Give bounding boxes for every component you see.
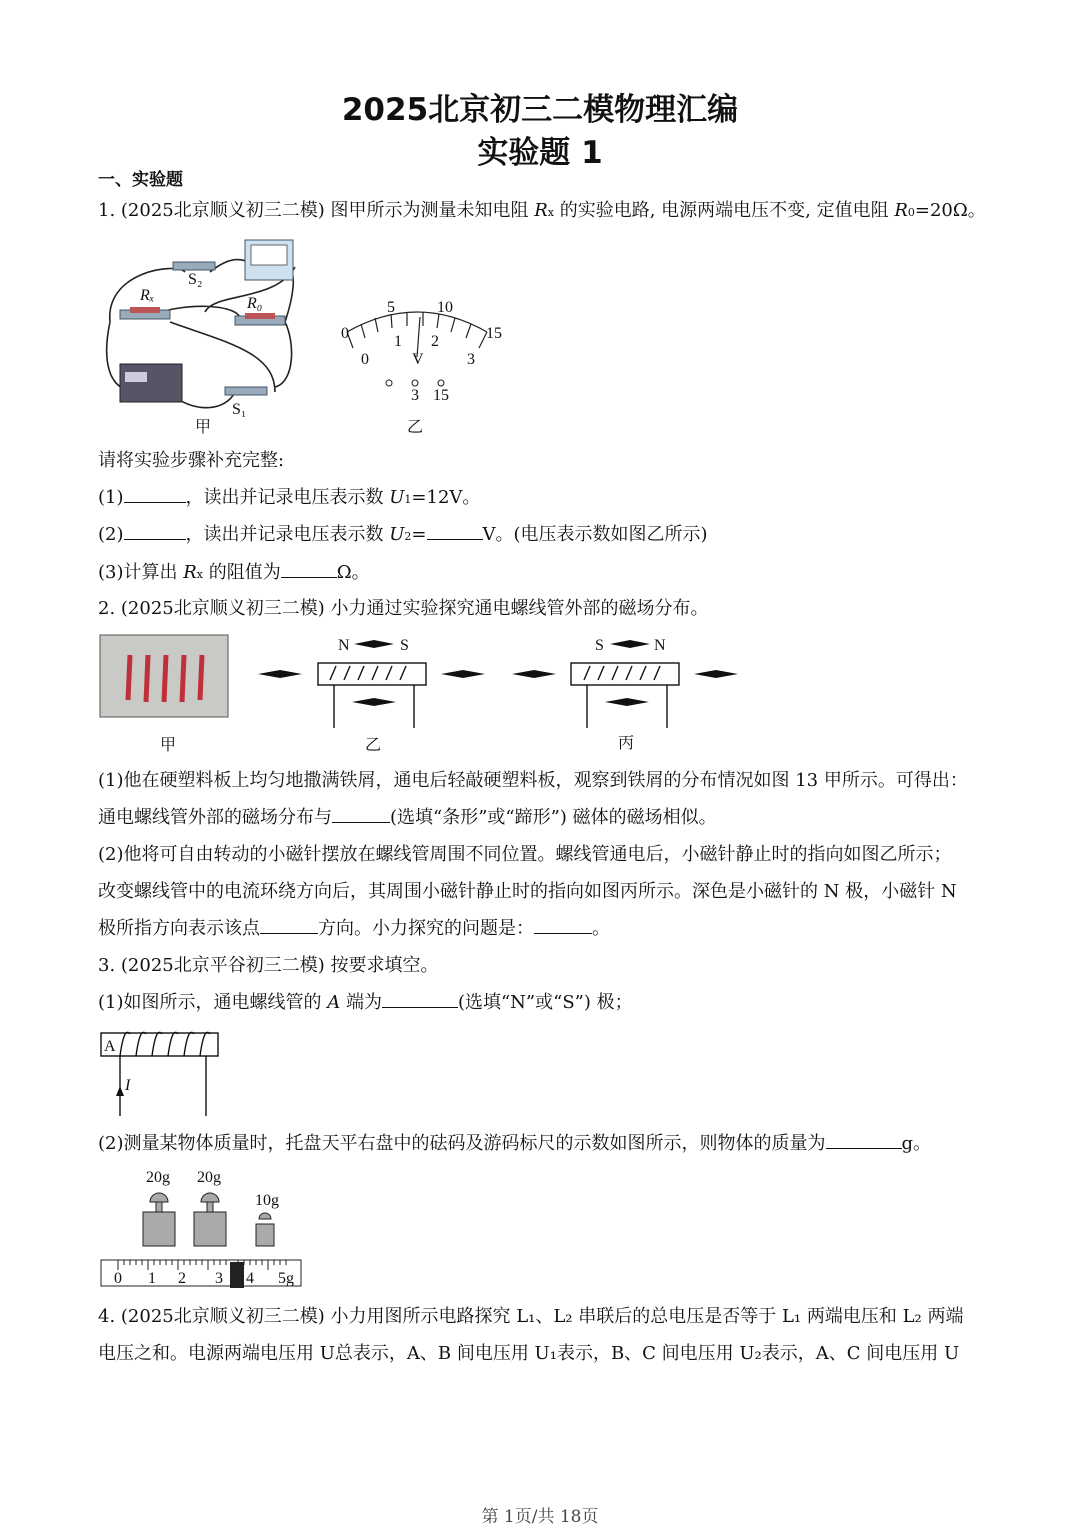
q2-p2-line1: (2)他将可自由转动的小磁针摆放在螺线管周围不同位置。螺线管通电后，小磁针静止时的指向如图乙所示；: [98, 844, 952, 865]
q3-stem: 3. (2025北京平谷初三二模) 按要求填空。: [98, 955, 439, 976]
tick-bottom-2: 2: [431, 333, 439, 350]
tick-top-15: 15: [486, 325, 502, 342]
tick-top-5: 5: [387, 299, 395, 316]
label-s1: S₁: [232, 401, 247, 418]
q1-step2: (2) ，读出并记录电压表示数 U2= V。(电压表示数如图乙所示): [98, 524, 708, 545]
doc-title: 2025北京初三二模物理汇编: [341, 92, 739, 128]
terminal-15: 15: [433, 387, 449, 404]
q3-p1: (1)如图所示，通电螺线管的 A 端为 (选填“N”或“S”) 极；: [98, 992, 633, 1013]
label-yi: 乙: [407, 419, 424, 436]
q1-stem: 1. (2025北京顺义初三二模) 图甲所示为测量未知电阻 Rx 的实验电路, 电源两端电压不变, 定值电阻 R0=20Ω。: [98, 200, 986, 221]
label-rx: Rₓ: [140, 287, 155, 304]
label-bing: 丙: [618, 735, 635, 752]
label-bing-n: N: [654, 637, 666, 654]
label-r0: R₀: [247, 295, 263, 312]
label-s2: S₂: [188, 271, 203, 288]
weight-label-1: 20g: [146, 1169, 170, 1186]
q3-solenoid-figure: [98, 1028, 228, 1123]
scale-0: 0: [114, 1270, 122, 1287]
q1-prompt: 请将实验步骤补充完整:: [98, 450, 285, 471]
voltmeter-v: V: [412, 351, 424, 368]
weight-label-3: 10g: [255, 1192, 279, 1209]
tick-top-0: 0: [341, 325, 349, 342]
q2-stem: 2. (2025北京顺义初三二模) 小力通过实验探究通电螺线管外部的磁场分布。: [98, 598, 709, 619]
scale-2: 2: [178, 1270, 186, 1287]
q1-step1: (1) ，读出并记录电压表示数 U1=12V。: [98, 487, 481, 508]
label-yi-n: N: [338, 637, 350, 654]
tick-top-10: 10: [437, 299, 453, 316]
label-bing-s: S: [595, 637, 604, 654]
q2-p1-line1: (1)他在硬塑料板上均匀地撒满铁屑，通电后轻敲硬塑料板，观察到铁屑的分布情况如图 13 甲所示。可得出：: [98, 770, 968, 791]
scale-5g: 5g: [278, 1270, 294, 1287]
tick-bottom-1: 1: [394, 333, 402, 350]
tick-bottom-3: 3: [467, 351, 475, 368]
q2-p2-line3: 极所指方向表示该点 方向。小力探究的问题是： 。: [98, 918, 610, 939]
q3-balance-figure: [98, 1162, 310, 1292]
q1-figure: [95, 232, 515, 442]
scale-3: 3: [215, 1270, 223, 1287]
weight-label-2: 20g: [197, 1169, 221, 1186]
q4-line1: 4. (2025北京顺义初三二模) 小力用图所示电路探究 L₁、L₂ 串联后的总电压是否等于 L₁ 两端电压和 L₂ 两端: [98, 1306, 964, 1327]
section-heading: 一、实验题: [98, 170, 183, 190]
q4-line2: 电压之和。电源两端电压用 U总表示，A、B 间电压用 U₁表示，B、C 间电压用 U₂表示，A、C 间电压用 U: [98, 1343, 960, 1364]
label-a: A: [104, 1038, 116, 1055]
q2-figure: [98, 630, 758, 758]
label-jia: 甲: [160, 737, 177, 754]
label-current-i: I: [125, 1077, 131, 1094]
scale-1: 1: [148, 1270, 156, 1287]
scale-4: 4: [246, 1270, 254, 1287]
label-jia: 甲: [195, 419, 212, 436]
q2-p1-line2: 通电螺线管外部的磁场分布与 (选填“条形”或“蹄形”) 磁体的磁场相似。: [98, 807, 717, 828]
terminal-3: 3: [411, 387, 419, 404]
page-footer: 第 1页/共 18页: [481, 1507, 599, 1527]
q3-p2: (2)测量某物体质量时，托盘天平右盘中的砝码及游码标尺的示数如图所示，则物体的质量为 g。: [98, 1133, 932, 1154]
label-yi: 乙: [365, 737, 382, 754]
tick-bottom-0: 0: [361, 351, 369, 368]
label-yi-s: S: [400, 637, 409, 654]
doc-subtitle: 实验题 1: [477, 135, 603, 171]
q2-p2-line2: 改变螺线管中的电流环绕方向后，其周围小磁针静止时的指向如图丙所示。深色是小磁针的 N 极，小磁针 N: [98, 881, 957, 902]
q1-step3: (3)计算出 Rx 的阻值为 Ω。: [98, 562, 370, 583]
